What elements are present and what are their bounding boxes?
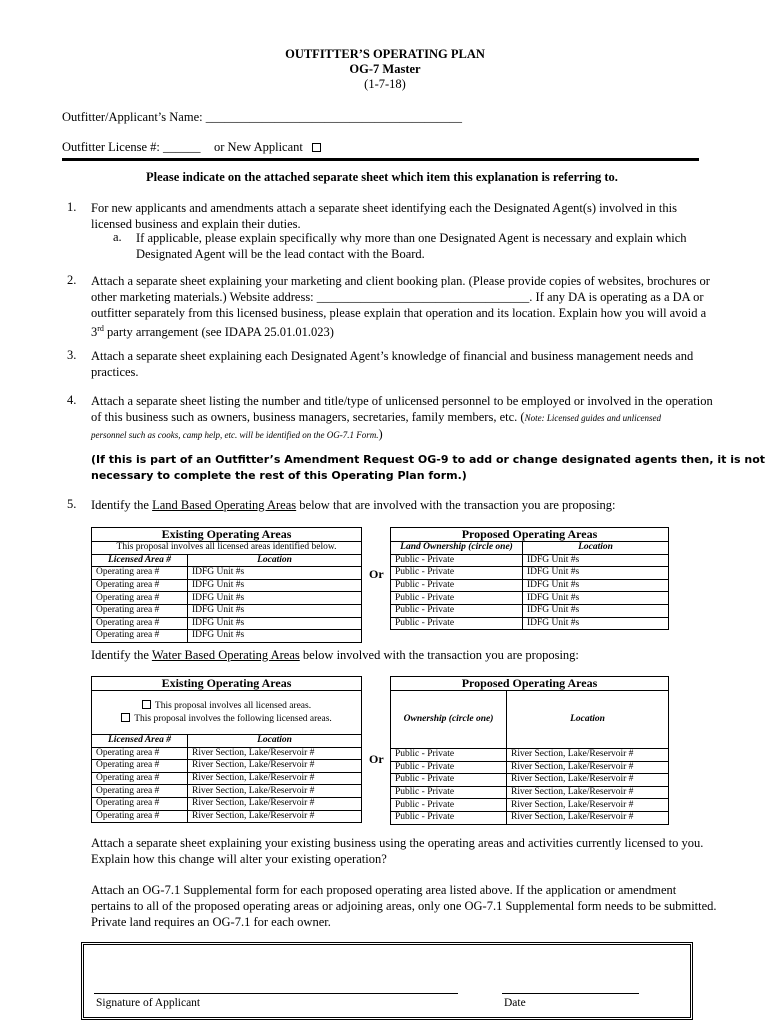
location-cell[interactable]: IDFG Unit #s — [188, 567, 362, 580]
ownership-cell[interactable]: Public - Private — [391, 761, 507, 774]
licensed-area-cell[interactable]: Operating area # — [92, 617, 188, 630]
licensed-area-cell[interactable]: Operating area # — [92, 797, 188, 810]
applicant-name-field[interactable]: Outfitter/Applicant’s Name: _________________________________________ — [62, 110, 462, 124]
table-row — [391, 749, 669, 762]
item-3-number: 3. — [67, 348, 77, 362]
location-cell[interactable]: IDFG Unit #s — [188, 592, 362, 605]
closing-paragraph-2 — [91, 882, 717, 930]
item-1a-line-1: If applicable, please explain specifically why more than one Designated Agent is necessary and explain which — [136, 231, 687, 245]
land-proposed-title: Proposed Operating Areas — [391, 528, 669, 542]
closing-p1-line-2: Explain how this change will alter your existing operation? — [91, 852, 387, 866]
item-4-number: 4. — [67, 393, 77, 407]
table-row — [391, 786, 669, 799]
water-proposed-table — [390, 676, 669, 825]
ownership-cell[interactable]: Public - Private — [391, 554, 523, 567]
water-intro-text: Identify the Water Based Operating Areas below involved with the transaction you are proposing: — [91, 648, 579, 662]
proposed-location-cell[interactable]: River Section, Lake/Reservoir # — [507, 799, 669, 812]
table-row — [92, 747, 362, 760]
item-2-line-4: 3rd party arrangement (see IDAPA 25.01.01.023) — [91, 324, 334, 340]
item-2-text — [91, 273, 710, 340]
signature-line[interactable] — [94, 993, 458, 994]
form-revision-date: (1-7-18) — [364, 77, 406, 91]
table-row — [391, 604, 669, 617]
item-1a-text — [136, 230, 687, 262]
item-1-number: 1. — [67, 200, 77, 214]
proposed-location-cell[interactable]: River Section, Lake/Reservoir # — [507, 811, 669, 824]
table-row — [92, 810, 362, 823]
table-row — [391, 579, 669, 592]
proposed-location-cell[interactable]: IDFG Unit #s — [523, 579, 669, 592]
water-based-areas-label: Water Based Operating Areas — [151, 648, 300, 662]
closing-paragraph-1 — [91, 835, 703, 867]
section-divider — [62, 158, 699, 161]
ownership-cell[interactable]: Public - Private — [391, 617, 523, 630]
land-col-location: Location — [188, 554, 362, 567]
closing-p2-line-1: Attach an OG-7.1 Supplemental form for each proposed operating area listed above. If the application or amendment — [91, 883, 677, 897]
location-cell[interactable]: River Section, Lake/Reservoir # — [188, 747, 362, 760]
land-col-location-2: Location — [523, 542, 669, 555]
item-1-line-1: For new applicants and amendments attach a separate sheet identifying each the Designated Agent(s) involved in this — [91, 201, 677, 215]
table-row — [92, 567, 362, 580]
land-existing-table — [91, 527, 362, 643]
water-or-label: Or — [369, 752, 384, 766]
land-existing-title: Existing Operating Areas — [92, 528, 362, 542]
licensed-area-cell[interactable]: Operating area # — [92, 772, 188, 785]
item-4-text — [91, 393, 713, 443]
ownership-cell[interactable]: Public - Private — [391, 786, 507, 799]
licensed-area-cell[interactable]: Operating area # — [92, 747, 188, 760]
licensed-area-cell[interactable]: Operating area # — [92, 785, 188, 798]
table-row — [391, 617, 669, 630]
table-row — [391, 592, 669, 605]
date-line[interactable] — [502, 993, 639, 994]
licensed-area-cell[interactable]: Operating area # — [92, 579, 188, 592]
location-cell[interactable]: River Section, Lake/Reservoir # — [188, 785, 362, 798]
table-row — [391, 567, 669, 580]
location-cell[interactable]: River Section, Lake/Reservoir # — [188, 810, 362, 823]
item-3-line-2: practices. — [91, 365, 139, 379]
licensed-area-cell[interactable]: Operating area # — [92, 630, 188, 643]
proposed-location-cell[interactable]: IDFG Unit #s — [523, 567, 669, 580]
proposed-location-cell[interactable]: River Section, Lake/Reservoir # — [507, 786, 669, 799]
licensed-area-cell[interactable]: Operating area # — [92, 760, 188, 773]
table-row — [391, 774, 669, 787]
water-col-location: Location — [188, 735, 362, 748]
land-existing-note: This proposal involves all licensed areas identified below. — [92, 542, 362, 555]
closing-p2-line-3: Private land requires an OG-7.1 for each owner. — [91, 915, 331, 929]
item-2-line-3: outfitter separately from this licensed business, please explain that operation and its location. Explain how you will avoid a — [91, 306, 707, 320]
licensed-area-cell[interactable]: Operating area # — [92, 604, 188, 617]
ownership-cell[interactable]: Public - Private — [391, 799, 507, 812]
proposed-location-cell[interactable]: River Section, Lake/Reservoir # — [507, 774, 669, 787]
ownership-cell[interactable]: Public - Private — [391, 749, 507, 762]
item-1-line-2: licensed business and explain their duties. — [91, 217, 301, 231]
ownership-cell[interactable]: Public - Private — [391, 604, 523, 617]
ownership-cell[interactable]: Public - Private — [391, 592, 523, 605]
item-3-text — [91, 348, 693, 380]
new-applicant-option — [214, 140, 325, 155]
water-col-location-2: Location — [507, 691, 669, 749]
item-4-line-3: personnel such as cooks, camp help, etc. will be identified on the OG-7.1 Form.) — [91, 427, 383, 441]
item-1a-line-2: Designated Agent will be the lead contact with the Board. — [136, 247, 425, 261]
location-cell[interactable]: River Section, Lake/Reservoir # — [188, 760, 362, 773]
form-code: OG-7 Master — [349, 62, 421, 76]
water-following-areas-checkbox[interactable] — [121, 713, 130, 722]
licensed-area-cell[interactable]: Operating area # — [92, 592, 188, 605]
table-row — [391, 811, 669, 824]
ownership-cell[interactable]: Public - Private — [391, 579, 523, 592]
item-2-line-1: Attach a separate sheet explaining your marketing and client booking plan. (Please provide copies of websites, brochures or — [91, 274, 710, 288]
closing-p2-line-2: pertains to all of the proposed operating areas or adjoining areas, only one OG-7.1 Supplemental form needs to be submitted. — [91, 899, 717, 913]
form-title: OUTFITTER’S OPERATING PLAN — [285, 47, 485, 61]
proposed-location-cell[interactable]: IDFG Unit #s — [523, 592, 669, 605]
table-row — [391, 554, 669, 567]
item-2-number: 2. — [67, 273, 77, 287]
proposed-location-cell[interactable]: IDFG Unit #s — [523, 617, 669, 630]
location-cell[interactable]: River Section, Lake/Reservoir # — [188, 797, 362, 810]
license-number-field[interactable]: Outfitter License #: ______ — [62, 140, 201, 154]
table-row — [391, 761, 669, 774]
water-existing-table — [91, 676, 362, 823]
location-cell[interactable]: IDFG Unit #s — [188, 604, 362, 617]
table-row — [92, 630, 362, 643]
land-col-ownership: Land Ownership (circle one) — [391, 542, 523, 555]
land-or-label: Or — [369, 567, 384, 581]
table-row — [92, 604, 362, 617]
ownership-cell[interactable]: Public - Private — [391, 567, 523, 580]
item-4-line-1: Attach a separate sheet listing the number and title/type of unlicensed personnel to be employed or involved in the operation — [91, 394, 713, 408]
item-1a-number: a. — [113, 230, 122, 244]
water-following-areas-label: This proposal involves the following licensed areas. — [134, 713, 332, 724]
land-based-areas-label: Land Based Operating Areas — [152, 498, 297, 512]
proposed-location-cell[interactable]: River Section, Lake/Reservoir # — [507, 749, 669, 762]
water-all-areas-checkbox[interactable] — [142, 700, 151, 709]
water-existing-title: Existing Operating Areas — [92, 677, 362, 691]
closing-p1-line-1: Attach a separate sheet explaining your existing business using the operating areas and activities currently licensed to you. — [91, 836, 704, 850]
water-proposed-title: Proposed Operating Areas — [391, 677, 669, 691]
proposed-location-cell[interactable]: River Section, Lake/Reservoir # — [507, 761, 669, 774]
proposed-location-cell[interactable]: IDFG Unit #s — [523, 554, 669, 567]
item-3-line-1: Attach a separate sheet explaining each Designated Agent’s knowledge of financial and business management needs and — [91, 349, 694, 363]
instruction-text: Please indicate on the attached separate sheet which item this explanation is referring to. — [146, 170, 618, 184]
table-row — [92, 797, 362, 810]
water-all-areas-label: This proposal involves all licensed areas. — [154, 700, 312, 711]
table-row — [391, 799, 669, 812]
proposed-location-cell[interactable]: IDFG Unit #s — [523, 604, 669, 617]
item-5-text: Identify the Land Based Operating Areas below that are involved with the transaction you are proposing: — [91, 498, 616, 512]
water-existing-options — [92, 691, 362, 735]
table-row — [92, 579, 362, 592]
new-applicant-label: or New Applicant — [214, 140, 303, 154]
item-1-text — [91, 200, 677, 232]
location-cell[interactable]: IDFG Unit #s — [188, 579, 362, 592]
licensed-area-cell[interactable]: Operating area # — [92, 567, 188, 580]
table-row — [92, 760, 362, 773]
table-row — [92, 785, 362, 798]
item-5-number: 5. — [67, 497, 77, 511]
amendment-note-line-2: necessary to complete the rest of this Operating Plan form.) — [91, 469, 467, 482]
new-applicant-checkbox[interactable] — [312, 143, 321, 152]
water-col-ownership: Ownership (circle one) — [391, 691, 507, 749]
item-4-line-2: of this business such as owners, business managers, secretaries, family members, etc. (Note: Licensed guides and unlicensed — [91, 410, 662, 424]
land-proposed-table — [390, 527, 669, 630]
amendment-note-line-1: (If this is part of an Outfitter’s Amendment Request OG-9 to add or change designated agents then, it is not — [91, 453, 766, 466]
table-row — [92, 772, 362, 785]
ownership-cell[interactable]: Public - Private — [391, 811, 507, 824]
location-cell[interactable]: IDFG Unit #s — [188, 630, 362, 643]
signature-label: Signature of Applicant — [96, 997, 201, 1009]
table-row — [92, 592, 362, 605]
location-cell[interactable]: IDFG Unit #s — [188, 617, 362, 630]
location-cell[interactable]: River Section, Lake/Reservoir # — [188, 772, 362, 785]
ownership-cell[interactable]: Public - Private — [391, 774, 507, 787]
item-2-line-2: other marketing materials.) Website address: __________________________________. If any DA is operating as a DA or — [91, 290, 704, 304]
table-row — [92, 617, 362, 630]
land-col-area: Licensed Area # — [92, 554, 188, 567]
date-label: Date — [504, 997, 526, 1009]
amendment-note — [91, 452, 765, 484]
licensed-area-cell[interactable]: Operating area # — [92, 810, 188, 823]
water-col-area: Licensed Area # — [92, 735, 188, 748]
